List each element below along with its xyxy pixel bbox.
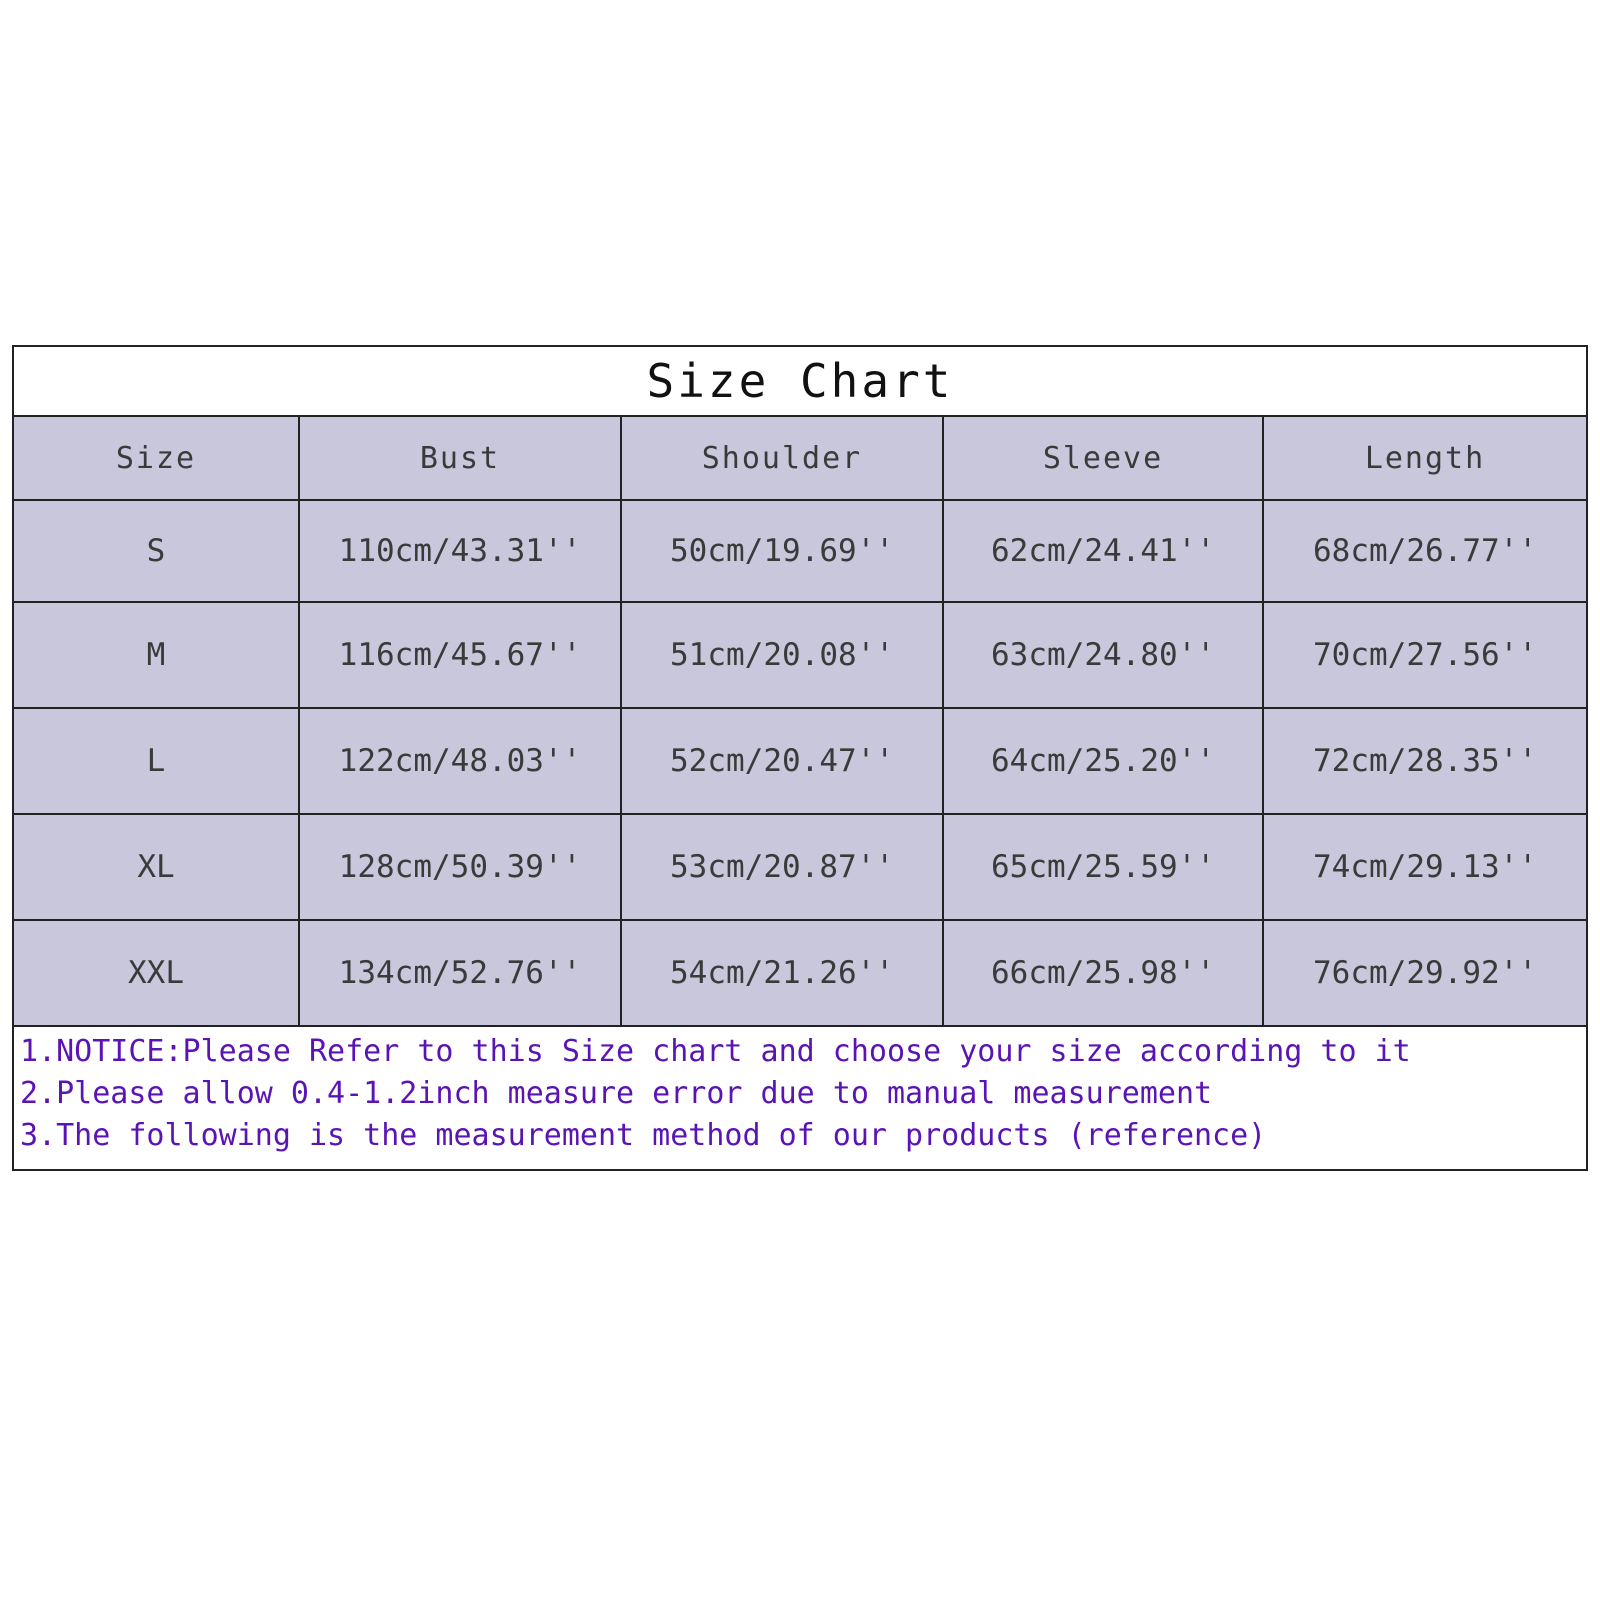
column-header-size: Size bbox=[14, 417, 299, 500]
table-row bbox=[14, 708, 1586, 814]
cell-size: S bbox=[14, 500, 299, 602]
cell-length: 74cm/29.13'' bbox=[1263, 814, 1586, 920]
size-table bbox=[14, 417, 1586, 1027]
cell-sleeve: 66cm/25.98'' bbox=[943, 920, 1263, 1026]
size-chart bbox=[12, 345, 1588, 1171]
table-row bbox=[14, 814, 1586, 920]
table-row bbox=[14, 602, 1586, 708]
cell-size: L bbox=[14, 708, 299, 814]
cell-sleeve: 63cm/24.80'' bbox=[943, 602, 1263, 708]
note-measurement-method: 3.The following is the measurement method of our products (reference) bbox=[20, 1118, 1267, 1153]
cell-shoulder: 52cm/20.47'' bbox=[621, 708, 943, 814]
cell-length: 76cm/29.92'' bbox=[1263, 920, 1586, 1026]
column-header-shoulder: Shoulder bbox=[621, 417, 943, 500]
note-notice: 1.NOTICE:Please Refer to this Size chart and choose your size according to it bbox=[20, 1034, 1411, 1069]
cell-bust: 110cm/43.31'' bbox=[299, 500, 621, 602]
cell-shoulder: 54cm/21.26'' bbox=[621, 920, 943, 1026]
note-measure-error: 2.Please allow 0.4-1.2inch measure error due to manual measurement bbox=[20, 1076, 1213, 1111]
cell-sleeve: 65cm/25.59'' bbox=[943, 814, 1263, 920]
cell-sleeve: 62cm/24.41'' bbox=[943, 500, 1263, 602]
cell-length: 72cm/28.35'' bbox=[1263, 708, 1586, 814]
cell-bust: 128cm/50.39'' bbox=[299, 814, 621, 920]
column-header-bust: Bust bbox=[299, 417, 621, 500]
column-header-sleeve: Sleeve bbox=[943, 417, 1263, 500]
cell-length: 70cm/27.56'' bbox=[1263, 602, 1586, 708]
table-row bbox=[14, 500, 1586, 602]
chart-title: Size Chart bbox=[14, 347, 1586, 417]
notes-section bbox=[14, 1027, 1586, 1157]
cell-size: M bbox=[14, 602, 299, 708]
cell-length: 68cm/26.77'' bbox=[1263, 500, 1586, 602]
header-row bbox=[14, 417, 1586, 500]
cell-sleeve: 64cm/25.20'' bbox=[943, 708, 1263, 814]
cell-bust: 134cm/52.76'' bbox=[299, 920, 621, 1026]
cell-shoulder: 51cm/20.08'' bbox=[621, 602, 943, 708]
cell-shoulder: 53cm/20.87'' bbox=[621, 814, 943, 920]
cell-shoulder: 50cm/19.69'' bbox=[621, 500, 943, 602]
column-header-length: Length bbox=[1263, 417, 1586, 500]
cell-bust: 122cm/48.03'' bbox=[299, 708, 621, 814]
cell-size: XXL bbox=[14, 920, 299, 1026]
table-row bbox=[14, 920, 1586, 1026]
cell-bust: 116cm/45.67'' bbox=[299, 602, 621, 708]
cell-size: XL bbox=[14, 814, 299, 920]
